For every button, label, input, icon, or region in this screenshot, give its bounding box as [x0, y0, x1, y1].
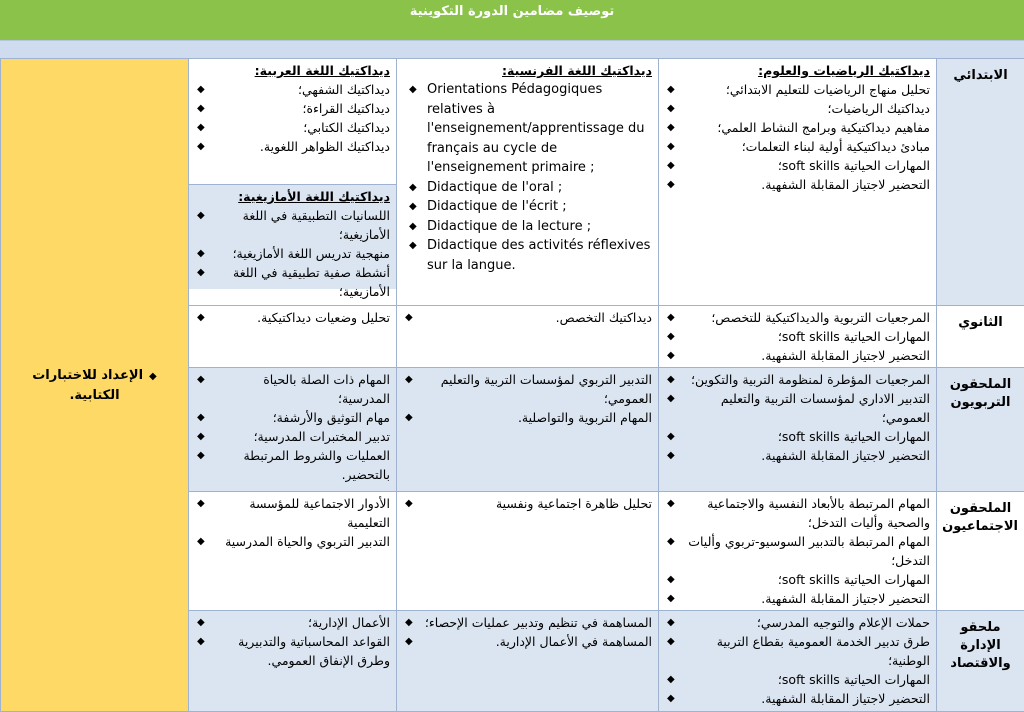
list-item: القواعد المحاسباتية والتدبيرية وطرق الإنفاق العمومي. ◆	[195, 632, 390, 670]
item-list	[195, 494, 390, 551]
list-item: Didactique de l'écrit ; ◆	[403, 197, 652, 217]
item-list	[403, 370, 652, 427]
cell-title: ديداكتيك الرياضيات والعلوم:	[665, 61, 930, 80]
item-list	[665, 308, 930, 365]
item-list	[195, 613, 390, 670]
table-cell	[397, 306, 659, 368]
item-list	[403, 494, 652, 513]
list-item: المرجعيات المؤطرة لمنظومة التربية والتكوين؛ ◆	[665, 370, 930, 389]
level-cell: الملحقون التربويون	[937, 368, 1024, 492]
list-item: مهام التوثيق والأرشفة؛ ◆	[195, 408, 390, 427]
list-item: التحضير لاجتياز المقابلة الشفهية. ◆	[665, 346, 930, 365]
table-cell	[659, 59, 937, 306]
list-item: ديداكتيك الشفهي؛ ◆	[195, 80, 390, 99]
item-list	[195, 80, 390, 156]
list-item: المهارات الحياتية soft skills؛ ◆	[665, 156, 930, 175]
table-cell	[189, 492, 397, 611]
table-cell	[397, 368, 659, 492]
item-list	[403, 613, 652, 651]
list-item: منهجية تدريس اللغة الأمازيغية؛ ◆	[195, 244, 390, 263]
list-item: Didactique de l'oral ; ◆	[403, 178, 652, 198]
table-cell	[189, 368, 397, 492]
item-list	[403, 308, 652, 327]
table-cell	[189, 306, 397, 368]
list-item: تحليل ظاهرة اجتماعية ونفسية ◆	[403, 494, 652, 513]
item-list	[665, 370, 930, 465]
list-item: مبادئ ديداكتيكية أولية لبناء التعلمات؛ ◆	[665, 137, 930, 156]
cell-title: ديداكتيك اللغة الأمازيغية:	[195, 187, 390, 206]
list-item: المهام المرتبطة بالتدبير السوسيو-تربوي وأليات التدخل؛ ◆	[665, 532, 930, 570]
level-cell: الثانوي	[937, 306, 1024, 368]
list-item: Didactique des activités réflexives sur la langue. ◆	[403, 236, 652, 275]
level-cell: الابتدائي	[937, 59, 1024, 306]
list-item: الأدوار الاجتماعية للمؤسسة التعليمية ◆	[195, 494, 390, 532]
list-item: التحضير لاجتياز المقابلة الشفهية. ◆	[665, 589, 930, 608]
table-cell	[397, 492, 659, 611]
content-table	[0, 58, 1024, 712]
list-item: المهارات الحياتية soft skills؛ ◆	[665, 427, 930, 446]
list-item: ديداكتيك التخصص. ◆	[403, 308, 652, 327]
list-item: المهام التربوية والتواصلية. ◆	[403, 408, 652, 427]
list-item: ديداكتيك الظواهر اللغوية. ◆	[195, 137, 390, 156]
list-item: التدبير التربوي لمؤسسات التربية والتعليم العمومي؛ ◆	[403, 370, 652, 408]
amazigh-subsection	[189, 184, 396, 289]
list-item: أنشطة صفية تطبيقية في اللغة الأمازيغية؛ ◆	[195, 263, 390, 301]
list-item: المهام ذات الصلة بالحياة المدرسية؛ ◆	[195, 370, 390, 408]
list-item: المساهمة في تنظيم وتدبير عمليات الإحصاء؛ ◆	[403, 613, 652, 632]
list-item: تدبير المختبرات المدرسية؛ ◆	[195, 427, 390, 446]
list-item: حملات الإعلام والتوجيه المدرسي؛ ◆	[665, 613, 930, 632]
list-item: Didactique de la lecture ; ◆	[403, 217, 652, 237]
list-item: التدبير الاداري لمؤسسات التربية والتعليم العمومي؛ ◆	[665, 389, 930, 427]
list-item: طرق تدبير الخدمة العمومية بقطاع التربية الوطنية؛ ◆	[665, 632, 930, 670]
page-title: توصيف مضامين الدورة التكوينية	[0, 0, 1024, 40]
item-list	[665, 613, 930, 708]
list-item: المرجعيات التربوية والديداكتيكية للتخصص؛ ◆	[665, 308, 930, 327]
list-item: التحضير لاجتياز المقابلة الشفهية. ◆	[665, 689, 930, 708]
item-list	[665, 80, 930, 194]
table-cell	[659, 611, 937, 712]
list-item: Orientations Pédagogiques relatives à l'enseignement/apprentissage du français au cycle de l'enseignement primaire ; ◆	[403, 80, 652, 178]
list-item: اللسانيات التطبيقية في اللغة الأمازيغية؛ ◆	[195, 206, 390, 244]
table-cell	[189, 59, 397, 306]
list-item: الأعمال الإدارية؛ ◆	[195, 613, 390, 632]
level-cell: ملحقو الإدارة والاقتصاد	[937, 611, 1024, 712]
table-cell	[659, 368, 937, 492]
table-cell	[397, 59, 659, 306]
list-item: تحليل وضعيات ديداكتيكية. ◆	[195, 308, 390, 327]
table-cell	[397, 611, 659, 712]
list-item: التدبير التربوي والحياة المدرسية ◆	[195, 532, 390, 551]
list-item: المهارات الحياتية soft skills؛ ◆	[665, 670, 930, 689]
item-list	[195, 206, 390, 301]
table-cell	[659, 492, 937, 611]
item-list	[403, 80, 652, 275]
list-item: ديداكتيك الكتابي؛ ◆	[195, 118, 390, 137]
item-list	[665, 494, 930, 608]
table-cell	[189, 611, 397, 712]
cell-title: ديداكتيك اللغة الفرنسية:	[403, 61, 652, 80]
list-item: العمليات والشروط المرتبطة بالتحضير. ◆	[195, 446, 390, 484]
list-item: تحليل منهاج الرياضيات للتعليم الابتدائي؛ ◆	[665, 80, 930, 99]
list-item: التحضير لاجتياز المقابلة الشفهية. ◆	[665, 446, 930, 465]
item-list	[195, 370, 390, 484]
list-item: المهارات الحياتية soft skills؛ ◆	[665, 570, 930, 589]
side-label: ◆ الإعداد للاختبارات الكتابية.	[32, 368, 157, 403]
level-cell: الملحقون الاجتماعيون	[937, 492, 1024, 611]
list-item: المساهمة في الأعمال الإدارية. ◆	[403, 632, 652, 651]
table-row	[1, 59, 1024, 306]
cell-title: ديداكتيك اللغة العربية:	[195, 61, 390, 80]
side-label-cell	[1, 59, 189, 712]
list-item: مفاهيم ديداكتيكية وبرامج النشاط العلمي؛ ◆	[665, 118, 930, 137]
list-item: المهام المرتبطة بالأبعاد النفسية والاجتماعية والصحية وأليات التدخل؛ ◆	[665, 494, 930, 532]
list-item: التحضير لاجتياز المقابلة الشفهية. ◆	[665, 175, 930, 194]
header-strip	[0, 40, 1024, 60]
list-item: المهارات الحياتية soft skills؛ ◆	[665, 327, 930, 346]
table-cell	[659, 306, 937, 368]
list-item: ديداكتيك الرياضيات؛ ◆	[665, 99, 930, 118]
item-list	[195, 308, 390, 327]
list-item: ديداكتيك القراءة؛ ◆	[195, 99, 390, 118]
